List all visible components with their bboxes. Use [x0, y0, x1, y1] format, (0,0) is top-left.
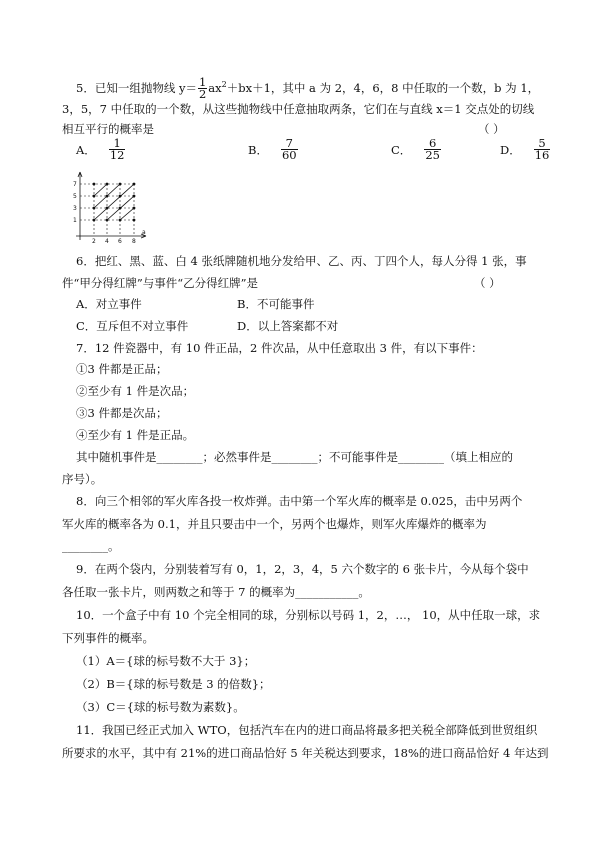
q6-option-d: D．以上答案都不对	[237, 319, 339, 333]
q5-option-c-label: C．	[391, 142, 412, 157]
q5-option-a	[76, 138, 126, 161]
q5-option-c-num: 6	[424, 138, 441, 150]
q5-option-a-den: 12	[109, 148, 125, 162]
q5-fraction	[198, 77, 207, 100]
x-tick-4: 4	[105, 238, 109, 244]
q5-option-d-frac	[534, 138, 551, 161]
grid-figure	[68, 170, 150, 244]
q5-post: ＋bx＋1，其中 a 为 2，4，6，8 中任取的一个数，b 为 1，	[226, 80, 540, 95]
q8-line1: 8．向三个相邻的军火库各投一枚炸弹。击中第一个军火库的概率是 0.025，击中另两个	[76, 494, 523, 508]
q7-item-3: ③3 件都是次品；	[76, 406, 168, 420]
q5-pre: 5．已知一组抛物线 y＝	[76, 80, 197, 95]
q7-item-2: ②至少有 1 件是次品；	[76, 384, 195, 398]
q5-mid: ax	[208, 80, 222, 95]
q11-line1: 11．我国已经正式加入 WTO，包括汽车在内的进口商品将最多把关税全部降低到世贸组织	[76, 723, 538, 737]
y-tick-1: 1	[73, 217, 77, 224]
q10-item-1: （1）A＝{球的标号数不大于 3}；	[76, 654, 256, 668]
q6-option-c: C．互斥但不对立事件	[76, 319, 189, 333]
q5-option-c	[391, 138, 442, 161]
q10-line2: 下列事件的概率。	[62, 631, 154, 645]
q5-sup: 2	[221, 80, 227, 89]
q11-line2: 所要求的水平，其中有 21%的进口商品恰好 5 年关税达到要求，18%的进口商品恰好 4 年达到	[62, 746, 549, 760]
q6-line1: 6．把红、黑、蓝、白 4 张纸牌随机地分发给甲、乙、丙、丁四个人，每人分得 1 张，事	[76, 254, 527, 268]
grid-diagonals	[94, 184, 134, 220]
y-tick-7: 7	[73, 181, 77, 188]
x-tick-2: 2	[92, 238, 96, 244]
q6-option-b: B．不可能事件	[237, 297, 315, 311]
q5-option-b-label: B．	[248, 142, 268, 157]
q5-option-c-frac	[424, 138, 441, 161]
q10-line1: 10．一个盒子中有 10 个完全相同的球，分别标以号码 1，2，…， 10，从中任取一球，求	[76, 608, 541, 622]
q5-option-b-frac	[281, 138, 298, 161]
q8-line2: 军火库的概率各为 0.1，并且只要击中一个，另两个也爆炸，则军火库爆炸的概率为	[62, 517, 487, 531]
q5-option-d	[500, 138, 551, 161]
q8-line3: ________。	[62, 539, 120, 553]
q6-line2: 件“甲分得红牌”与事件“乙分得红牌”是	[62, 276, 259, 290]
q7-item-4: ④至少有 1 件是正品。	[76, 428, 195, 442]
q6-option-a: A．对立事件	[76, 297, 142, 311]
q5-line3: 相互平行的概率是	[62, 122, 154, 136]
q9-line1: 9．在两个袋内，分别装着写有 0，1，2，3，4，5 六个数字的 6 张卡片，今从每个袋中	[76, 562, 529, 576]
q5-option-a-frac	[109, 138, 126, 161]
q5-option-b	[248, 138, 299, 161]
q9-line2: 各任取一张卡片，则两数之和等于 7 的概率为___________。	[62, 585, 370, 599]
q5-option-d-num: 5	[534, 138, 551, 150]
q5-frac-num: 1	[198, 75, 207, 90]
q7-line1: 7．12 件瓷器中，有 10 件正品，2 件次品，从中任意取出 3 件，有以下事件：	[76, 341, 483, 355]
q5-option-a-num: 1	[109, 138, 126, 150]
q5-option-a-label: A．	[76, 142, 96, 157]
q7-blank-line2: 序号）。	[62, 472, 103, 486]
q5-line1	[76, 77, 539, 100]
q7-blank-line: 其中随机事件是________；必然事件是________；不可能事件是________（填上相应的	[76, 450, 513, 464]
q5-option-b-num: 7	[281, 138, 298, 150]
x-tick-8: 8	[132, 238, 136, 244]
q5-answer-paren: （ ）	[478, 122, 505, 136]
x-axis-label: a	[142, 229, 146, 236]
q5-option-b-den: 60	[281, 148, 297, 162]
q5-line2: 3，5，7 中任取的一个数，从这些抛物线中任意抽取两条，它们在与直线 x＝1 交点处的切线	[62, 102, 535, 116]
q6-answer-paren: （ ）	[474, 276, 501, 290]
q5-option-c-den: 25	[425, 148, 440, 162]
q7-item-1: ①3 件都是正品；	[76, 362, 168, 376]
x-tick-6: 6	[118, 238, 122, 244]
q5-option-d-den: 16	[534, 148, 550, 162]
y-tick-3: 3	[73, 205, 77, 212]
y-tick-5: 5	[73, 193, 77, 200]
q10-item-3: （3）C＝{球的标号数为素数}。	[76, 700, 245, 714]
q5-frac-den: 2	[198, 87, 207, 102]
q10-item-2: （2）B＝{球的标号数是 3 的倍数}；	[76, 677, 271, 691]
q5-option-d-label: D．	[500, 142, 521, 157]
